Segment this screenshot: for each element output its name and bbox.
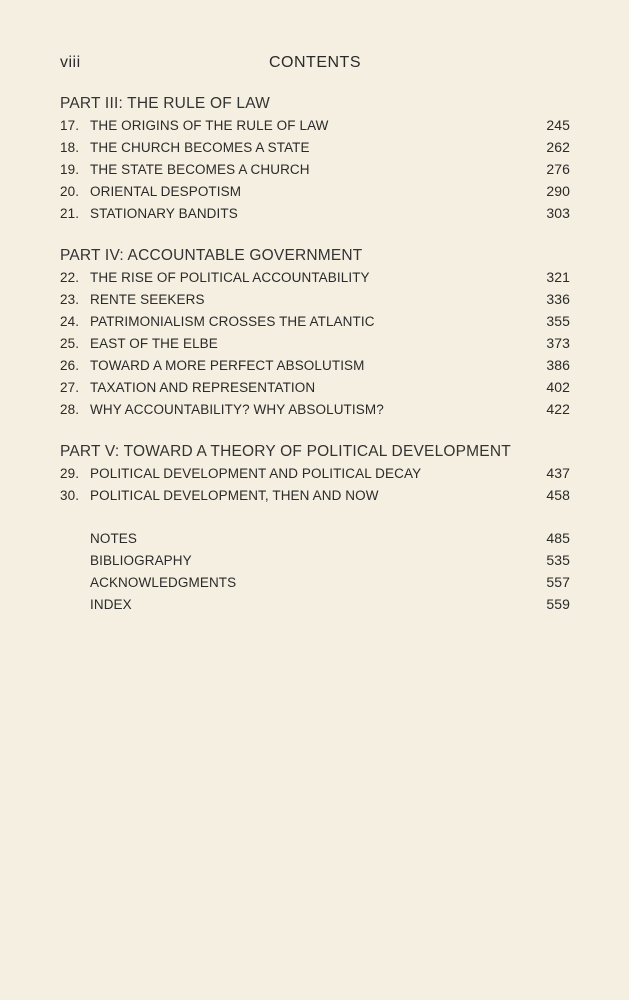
page-ref: 386 xyxy=(546,357,570,373)
chapter-number: 27. xyxy=(60,380,80,395)
chapter-title: THE RISE OF POLITICAL ACCOUNTABILITY xyxy=(90,270,370,285)
backmatter-section xyxy=(60,527,570,615)
chapter-title: POLITICAL DEVELOPMENT AND POLITICAL DECAY xyxy=(90,466,422,481)
running-head xyxy=(60,54,570,76)
page-number: viii xyxy=(60,54,81,71)
chapter-number: 23. xyxy=(60,292,80,307)
part-v-section xyxy=(60,441,570,506)
page-ref: 303 xyxy=(546,205,570,221)
chapter-number: 19. xyxy=(60,162,80,177)
toc-entry xyxy=(60,354,570,376)
chapter-title: THE ORIGINS OF THE RULE OF LAW xyxy=(90,118,329,133)
chapter-title: TOWARD A MORE PERFECT ABSOLUTISM xyxy=(90,358,365,373)
toc-entry xyxy=(60,593,570,615)
chapter-title: PATRIMONIALISM CROSSES THE ATLANTIC xyxy=(90,314,375,329)
chapter-number: 18. xyxy=(60,140,80,155)
chapter-number: 21. xyxy=(60,206,80,221)
chapter-number: 29. xyxy=(60,466,80,481)
toc-entry xyxy=(60,266,570,288)
toc-entry xyxy=(60,202,570,224)
chapter-title: WHY ACCOUNTABILITY? WHY ABSOLUTISM? xyxy=(90,402,384,417)
page-title: CONTENTS xyxy=(269,54,361,71)
chapter-title: ORIENTAL DESPOTISM xyxy=(90,184,242,199)
page-ref: 437 xyxy=(546,465,570,481)
page-ref: 262 xyxy=(546,139,570,155)
toc-entry xyxy=(60,571,570,593)
toc-entry xyxy=(60,549,570,571)
toc-entry xyxy=(60,484,570,506)
page-ref: 559 xyxy=(546,596,570,612)
page-ref: 422 xyxy=(546,401,570,417)
chapter-title: TAXATION AND REPRESENTATION xyxy=(90,380,316,395)
chapter-title: POLITICAL DEVELOPMENT, THEN AND NOW xyxy=(90,488,379,503)
toc-entry xyxy=(60,527,570,549)
toc-entry xyxy=(60,310,570,332)
chapter-title: THE STATE BECOMES A CHURCH xyxy=(90,162,310,177)
toc-entry xyxy=(60,332,570,354)
page-ref: 373 xyxy=(546,335,570,351)
toc-entry xyxy=(60,398,570,420)
toc-entry xyxy=(60,136,570,158)
page-ref: 535 xyxy=(546,552,570,568)
page-ref: 458 xyxy=(546,487,570,503)
chapter-title: STATIONARY BANDITS xyxy=(90,206,238,221)
part-heading: PART IV: ACCOUNTABLE GOVERNMENT xyxy=(60,247,363,264)
page-ref: 290 xyxy=(546,183,570,199)
chapter-title: THE CHURCH BECOMES A STATE xyxy=(90,140,310,155)
chapter-title: RENTE SEEKERS xyxy=(90,292,205,307)
toc-entry xyxy=(60,288,570,310)
part-heading: PART III: THE RULE OF LAW xyxy=(60,95,270,112)
backmatter-title: NOTES xyxy=(90,531,138,546)
toc-entry xyxy=(60,180,570,202)
chapter-number: 26. xyxy=(60,358,80,373)
page-ref: 336 xyxy=(546,291,570,307)
backmatter-title: ACKNOWLEDGMENTS xyxy=(90,575,237,590)
chapter-number: 22. xyxy=(60,270,80,285)
chapter-number: 25. xyxy=(60,336,80,351)
part-iii-section xyxy=(60,93,570,224)
page-ref: 321 xyxy=(546,269,570,285)
chapter-number: 24. xyxy=(60,314,80,329)
chapter-title: EAST OF THE ELBE xyxy=(90,336,218,351)
backmatter-title: INDEX xyxy=(90,597,132,612)
chapter-number: 20. xyxy=(60,184,80,199)
toc-entry xyxy=(60,158,570,180)
chapter-number: 17. xyxy=(60,118,80,133)
page-ref: 355 xyxy=(546,313,570,329)
chapter-number: 28. xyxy=(60,402,80,417)
toc-entry xyxy=(60,114,570,136)
table-of-contents xyxy=(60,93,570,615)
part-iv-section xyxy=(60,245,570,420)
page-ref: 402 xyxy=(546,379,570,395)
toc-entry xyxy=(60,462,570,484)
backmatter-title: BIBLIOGRAPHY xyxy=(90,553,192,568)
chapter-number: 30. xyxy=(60,488,80,503)
part-heading: PART V: TOWARD A THEORY OF POLITICAL DEVELOPMENT xyxy=(60,443,511,460)
page-ref: 245 xyxy=(546,117,570,133)
toc-entry xyxy=(60,376,570,398)
page-ref: 485 xyxy=(546,530,570,546)
page-ref: 557 xyxy=(546,574,570,590)
page-ref: 276 xyxy=(546,161,570,177)
